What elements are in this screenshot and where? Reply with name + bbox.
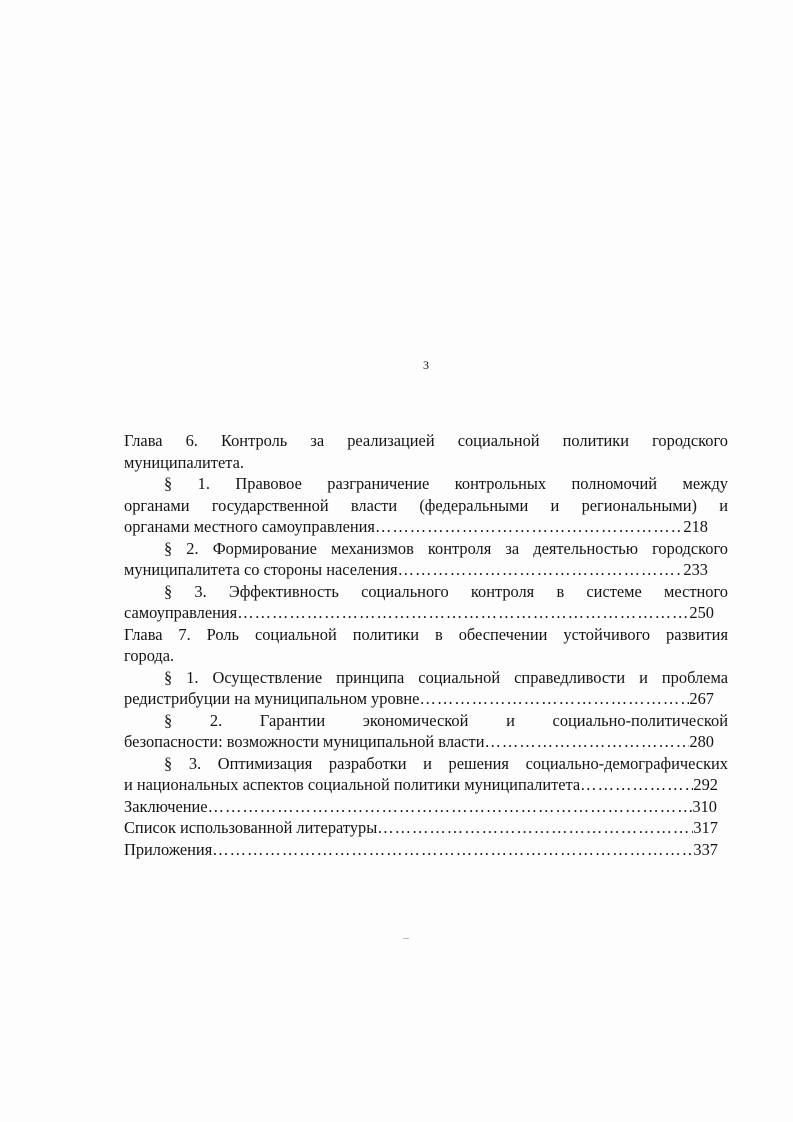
section-6-2-text-end: муниципалитета со стороны населения xyxy=(124,560,398,579)
chapter-7-title-line-2: города. xyxy=(124,646,175,665)
dot-leader xyxy=(419,688,689,710)
appendices-page: 337 xyxy=(693,839,718,859)
section-6-2-line-2 xyxy=(124,559,708,581)
section-6-2-line-1: § 2. Формирование механизмов контроля за деятельностью городского xyxy=(164,538,728,558)
conclusion-page: 310 xyxy=(692,796,717,816)
toc-entry-conclusion xyxy=(124,796,717,818)
toc-entry-section-7-2 xyxy=(124,710,728,753)
toc-entry-chapter-6 xyxy=(124,430,728,473)
section-6-2-page: 233 xyxy=(683,560,708,579)
dot-leader xyxy=(484,731,689,753)
scan-speck xyxy=(403,938,409,939)
section-7-1-line-2 xyxy=(124,688,714,710)
toc-entry-section-6-1 xyxy=(124,473,728,538)
dot-leader xyxy=(375,516,683,538)
section-7-3-line-2 xyxy=(124,774,718,796)
toc-entry-section-6-3 xyxy=(124,581,728,624)
section-6-3-line-1: § 3. Эффективность социального контроля в системе местного xyxy=(164,581,728,601)
section-7-2-line-2 xyxy=(124,731,714,753)
toc-entry-section-7-1 xyxy=(124,667,728,710)
section-6-3-text-end: самоуправления xyxy=(124,603,238,622)
dot-leader xyxy=(212,839,693,861)
section-7-3-text-end: и национальных аспектов социальной политики муниципалитета xyxy=(124,775,581,794)
section-7-2-text-end: безопасности: возможности муниципальной власти xyxy=(124,732,485,751)
section-7-2-page: 280 xyxy=(689,732,714,751)
chapter-6-title-line-1: Глава 6. Контроль за реализацией социальной политики городского xyxy=(124,431,728,450)
page-number: 3 xyxy=(423,358,429,372)
section-7-1-text-end: редистрибуции на муниципальном уровне xyxy=(124,689,420,708)
section-6-3-page: 250 xyxy=(689,603,714,622)
toc-entry-section-6-2 xyxy=(124,538,728,581)
dot-leader xyxy=(237,602,689,624)
section-7-3-page: 292 xyxy=(693,775,718,794)
toc-entry-references xyxy=(124,817,718,839)
section-6-1-line-2: органами государственной власти (федеральными и региональными) и xyxy=(124,495,728,515)
section-7-1-line-1: § 1. Осуществление принципа социальной справедливости и проблема xyxy=(164,667,728,687)
section-7-1-page: 267 xyxy=(689,689,714,708)
section-7-2-line-1: § 2. Гарантии экономической и социально-политической xyxy=(164,710,728,730)
dot-leader xyxy=(377,817,693,839)
dot-leader xyxy=(208,796,693,818)
section-6-3-line-2 xyxy=(124,602,714,624)
section-6-1-line-3 xyxy=(124,516,708,538)
section-6-1-page: 218 xyxy=(683,517,708,536)
conclusion-label: Заключение xyxy=(124,796,208,816)
section-7-3-line-1: § 3. Оптимизация разработки и решения социально-демографических xyxy=(164,753,728,773)
toc-entry-chapter-7 xyxy=(124,624,728,667)
toc-entry-section-7-3 xyxy=(124,753,728,796)
chapter-6-title-line-2: муниципалитета. xyxy=(124,452,244,472)
appendices-label: Приложения xyxy=(124,839,213,859)
dot-leader xyxy=(398,559,684,581)
toc-entry-appendices xyxy=(124,839,718,861)
section-6-1-text-end: органами местного самоуправления xyxy=(124,517,375,536)
chapter-7-title-line-1: Глава 7. Роль социальной политики в обеспечении устойчивого развития xyxy=(124,624,728,644)
table-of-contents xyxy=(124,430,728,860)
dot-leader xyxy=(580,774,693,796)
section-6-1-line-1: § 1. Правовое разграничение контрольных полномочий между xyxy=(164,474,728,493)
references-page: 317 xyxy=(693,818,718,837)
references-label: Список использованной литературы xyxy=(124,818,378,837)
